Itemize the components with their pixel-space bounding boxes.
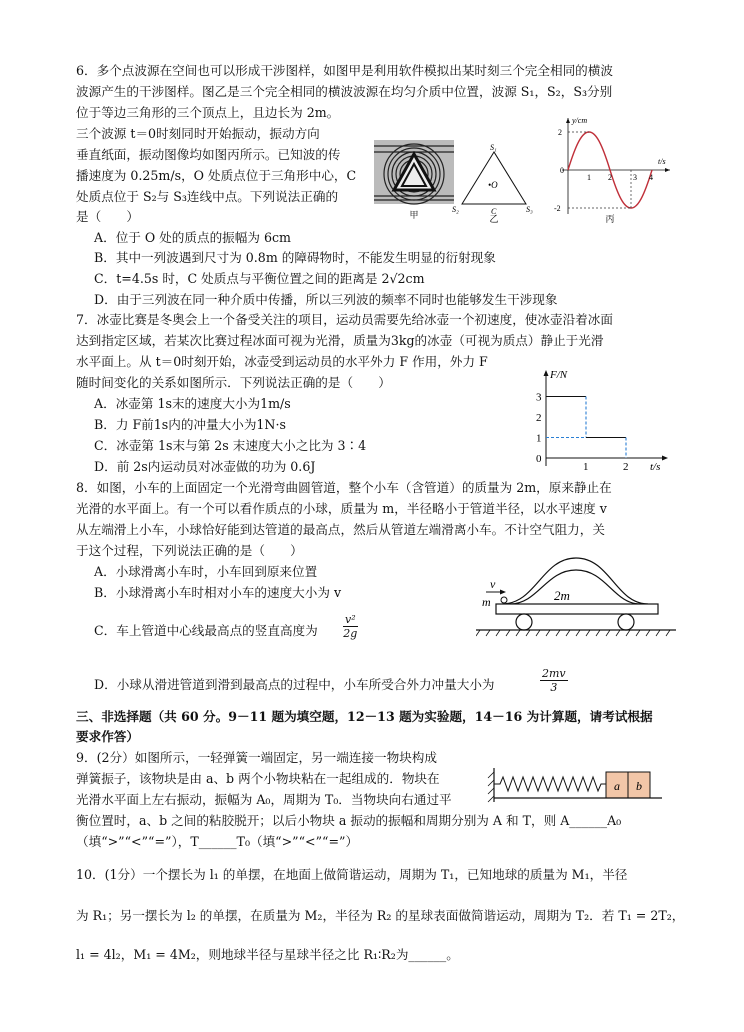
fraction-denominator: 2g bbox=[343, 627, 358, 640]
q10-line-2: 为 R₁；另一摆长为 l₂ 的单摆，在质量为 M₂，半径为 R₂ 的星球表面做简谐运动，周期为 T₂．若 T₁ = 2T₂， bbox=[76, 908, 685, 923]
q7-line-2: 达到指定区域，若某次比赛过程冰面可视为光滑，质量为3kg的冰壶（可视为质点）静止于光滑 bbox=[76, 333, 604, 348]
chart-y-tick-3: 3 bbox=[536, 391, 542, 404]
q8-option-a: A．小球滑离小车时，小车回到原来位置 bbox=[94, 564, 318, 579]
q10-line-3: l₁ = 4l₂，M₁ = 4M₂，则地球半径与星球半径之比 R₁∶R₂为______。 bbox=[76, 947, 459, 962]
graph-tick-x-3: 3 bbox=[633, 173, 637, 182]
q9-line-5: （填“>”“<”“=”），T______T₀（填“>”“<”“=”） bbox=[76, 834, 359, 849]
figure-jia-caption: 甲 bbox=[409, 210, 419, 220]
q6-line-5: 垂直纸面，振动图像均如图丙所示。已知波的传 bbox=[76, 147, 341, 162]
chart-y-axis-arrow bbox=[544, 370, 549, 376]
q6-option-b: B．其中一列波遇到尺寸为 0.8m 的障碍物时，不能发生明显的衍射现象 bbox=[94, 250, 496, 265]
q8-option-d: D．小球从滑进管道到滑到最高点的过程中，小车所受合外力冲量大小为 bbox=[94, 677, 495, 692]
q6-line-4: 三个波源 t＝0时刻同时开始振动，振动方向 bbox=[76, 126, 320, 141]
q6-option-a: A．位于 O 处的质点的振幅为 6cm bbox=[94, 230, 291, 245]
q8-option-d-fraction bbox=[540, 667, 568, 694]
q7-option-c: C．冰壶第 1s末与第 2s 末速度大小之比为 3∶4 bbox=[94, 438, 367, 453]
q7-option-d: D．前 2s内运动员对冰壶做的功为 0.6J bbox=[94, 459, 316, 474]
q6-line-3: 位于等边三角形的三个顶点上，且边长为 2m。 bbox=[76, 105, 340, 120]
graph-y-label: y/cm bbox=[572, 116, 588, 125]
q7-option-b: B．力 F前1s内的冲量大小为1N·s bbox=[94, 417, 286, 432]
figure-bing-vibration-graph bbox=[548, 114, 676, 224]
q6-line-7: 处质点位于 S₂与 S₃连线中点。下列说法正确的 bbox=[76, 189, 339, 204]
force-time-chart bbox=[530, 366, 676, 474]
chart-x-tick-2: 2 bbox=[623, 461, 629, 473]
fraction-numerator: 2mv bbox=[542, 667, 566, 680]
graph-tick-y-neg2: -2 bbox=[554, 204, 561, 213]
q7-line-4: 随时间变化的关系如图所示．下列说法正确的是（ ） bbox=[76, 375, 391, 390]
cart-pipe-figure bbox=[476, 556, 676, 644]
chart-y-tick-1: 1 bbox=[536, 432, 542, 445]
graph-x-label: t/s bbox=[658, 157, 666, 166]
chart-x-tick-1: 1 bbox=[583, 461, 589, 473]
q8-option-c: C．车上管道中心线最高点的竖直高度为 bbox=[94, 623, 318, 638]
q8-line-1: 8．如图，小车的上面固定一个光滑弯曲圆管道，整个小车（含管道）的质量为 2m，原来静止在 bbox=[76, 480, 612, 495]
fraction-numerator: v² bbox=[345, 613, 356, 626]
q9-line-4: 衡位置时，a、b 之间的粘胶脱开；以后小物块 a 振动的振幅和周期分别为 A 和 T，则 A______A₀ bbox=[76, 813, 622, 828]
block-b-label: b bbox=[636, 779, 642, 793]
chart-y-tick-2: 2 bbox=[536, 412, 542, 424]
q7-line-1: 7．冰壶比赛是冬奥会上一个备受关注的项目，运动员需要先给冰壶一个初速度，使冰壶沿着冰面 bbox=[76, 312, 613, 327]
q9-line-3: 光滑水平面上左右振动，振幅为 A₀，周期为 T₀．当物块向右通过平 bbox=[76, 792, 452, 807]
graph-tick-x-4: 4 bbox=[649, 173, 653, 182]
graph-tick-x-2: 2 bbox=[608, 173, 612, 182]
figure-bing-caption: 丙 bbox=[605, 214, 615, 224]
label-o: •O bbox=[488, 180, 498, 190]
figure-yi-triangle bbox=[452, 140, 536, 224]
q9-line-1: 9．(2分）如图所示，一轻弹簧一端固定，另一端连接一物块构成 bbox=[76, 750, 437, 765]
q8-option-c-fraction bbox=[343, 613, 358, 640]
label-s3: S₃ bbox=[526, 205, 533, 214]
q7-option-a: A．冰壶第 1s末的速度大小为1m/s bbox=[94, 396, 291, 411]
chart-x-axis-arrow bbox=[662, 456, 668, 461]
label-s2: S₂ bbox=[452, 205, 459, 214]
cart-figure-m-label: m bbox=[482, 595, 491, 609]
label-c: C bbox=[491, 207, 497, 216]
q6-option-c: C．t=4.5s 时，C 处质点与平衡位置之间的距离是 2√2cm bbox=[94, 271, 425, 286]
section-3-heading-line-2: 要求作答） bbox=[76, 729, 139, 744]
q6-line-6: 播速度为 0.25m/s，O 处质点位于三角形中心，C bbox=[76, 168, 357, 183]
graph-tick-y-2: 2 bbox=[558, 128, 562, 137]
q8-line-2: 光滑的水平面上。有一个可以看作质点的小球，质量为 m，半径略小于管道半径，以水平速度 v bbox=[76, 501, 607, 516]
q6-line-8: 是（ ） bbox=[76, 209, 139, 224]
figure-yi-caption: 乙 bbox=[489, 214, 499, 224]
q9-line-2: 弹簧振子，该物块是由 a、b 两个小物块粘在一起组成的．物块在 bbox=[76, 771, 440, 786]
fraction-denominator: 3 bbox=[550, 681, 558, 694]
graph-tick-y-0: 0 bbox=[560, 166, 564, 175]
chart-x-label: t/s bbox=[650, 461, 661, 473]
cart-figure-v-label: v bbox=[490, 577, 496, 591]
section-3-heading-line-1: 三、非选择题（共 60 分。9－11 题为填空题，12－13 题为实验题，14－16 为计算题，请考试根据 bbox=[76, 709, 653, 724]
figure-jia-interference-pattern bbox=[372, 136, 456, 222]
chart-y-label: F/N bbox=[550, 369, 568, 381]
q8-option-b: B．小球滑离小车时相对小车的速度大小为 v bbox=[94, 585, 342, 600]
cart-figure-mass-label: 2m bbox=[554, 588, 570, 603]
q8-line-3: 从左端滑上小车，小球恰好能到达管道的最高点，然后从管道左端滑离小车。不计空气阻力，关 bbox=[76, 522, 605, 537]
label-s1: S₁ bbox=[490, 143, 497, 152]
spring-oscillator-figure bbox=[484, 766, 664, 808]
chart-y-tick-0: 0 bbox=[536, 453, 542, 465]
q6-line-2: 波源产生的干涉图样。图乙是三个完全相同的横波波源在均匀介质中位置，波源 S₁，S₂，S₃分别 bbox=[76, 84, 613, 99]
graph-tick-x-1: 1 bbox=[587, 173, 591, 182]
q6-option-d: D．由于三列波在同一种介质中传播，所以三列波的频率不同时也能够发生干涉现象 bbox=[94, 292, 558, 307]
q6-line-1: 6．多个点波源在空间也可以形成干涉图样，如图甲是利用软件模拟出某时刻三个完全相同的横波 bbox=[76, 63, 613, 78]
q10-line-1: 10．(1分）一个摆长为 l₁ 的单摆，在地面上做简谐运动，周期为 T₁，已知地球的质量为 M₁，半径 bbox=[76, 867, 628, 882]
q7-line-3: 水平面上。从 t＝0时刻开始，冰壶受到运动员的水平外力 F 作用，外力 F bbox=[76, 354, 488, 369]
q8-line-4: 于这个过程，下列说法正确的是（ ） bbox=[76, 543, 303, 558]
block-a-label: a bbox=[614, 779, 620, 793]
